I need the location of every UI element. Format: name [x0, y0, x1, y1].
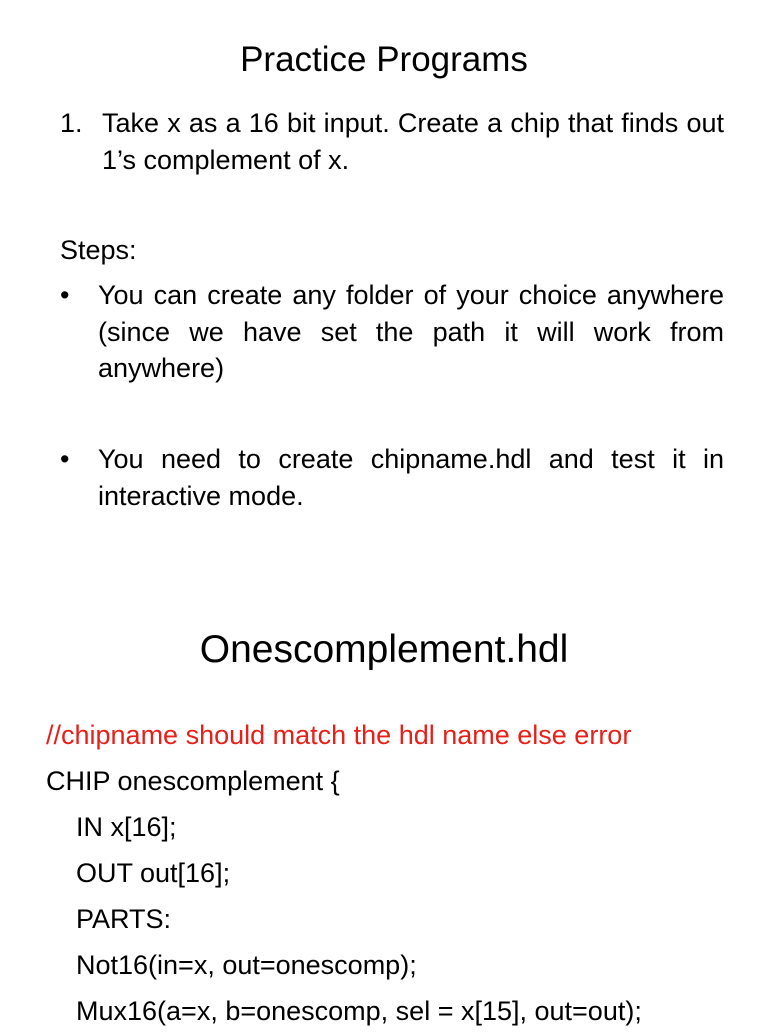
code-line: Mux16(a=x, b=onescomp, sel = x[15], out=out);: [76, 996, 642, 1026]
code-line: Not16(in=x, out=onescomp);: [76, 950, 417, 980]
bullet-icon: •: [60, 280, 70, 310]
steps-heading: Steps:: [60, 235, 137, 265]
code-line: CHIP onescomplement {: [46, 766, 340, 796]
bullet-text: You need to create chipname.hdl and test it in interactive mode.: [98, 444, 724, 511]
slide-title: Onescomplement.hdl: [199, 628, 569, 671]
code-line: IN x[16];: [76, 812, 177, 842]
code-line: PARTS:: [76, 904, 172, 934]
bullet-icon: •: [60, 444, 70, 474]
code-block: [46, 712, 746, 1034]
slide-title: Practice Programs: [240, 40, 528, 79]
code-line: OUT out[16];: [76, 858, 231, 888]
bullet-item: [60, 277, 724, 387]
numbered-list-item: [60, 105, 724, 178]
bullet-text: You can create any folder of your choice anywhere (since we have set the path it will work from anywhere): [98, 280, 724, 383]
code-comment: //chipname should match the hdl name else error: [46, 720, 632, 750]
bullet-item: [60, 441, 724, 514]
list-item-text: Take x as a 16 bit input. Create a chip that finds out 1’s complement of x.: [102, 108, 724, 175]
list-number: 1.: [60, 108, 83, 138]
